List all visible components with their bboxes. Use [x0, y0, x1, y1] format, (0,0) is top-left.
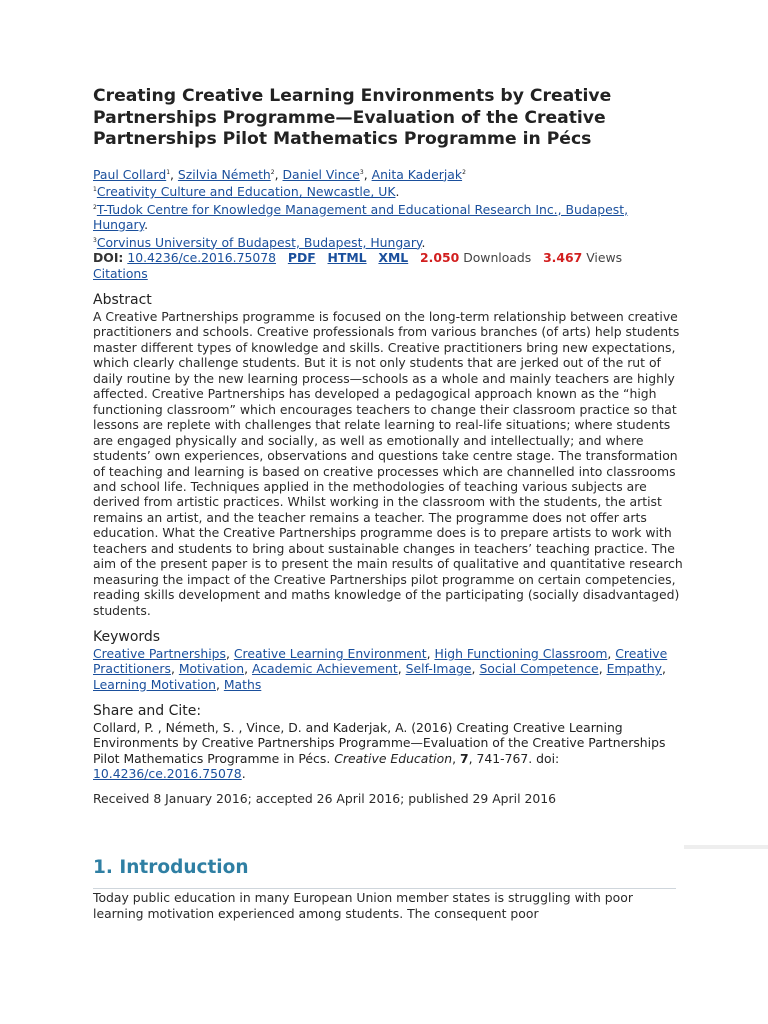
article-title: Creating Creative Learning Environments by Creative Partnerships Programme—Evaluation of the Creative Partnerships Pilot Mathematics Programme in Pécs: [93, 86, 612, 149]
affiliation-sup: 2: [93, 203, 97, 211]
keyword-link[interactable]: Maths: [223, 676, 262, 692]
author-sup: 3: [359, 168, 364, 176]
keyword-list: Creative Partnerships, Creative Learning Environment, High Functioning Classroom, Creative Practitioners, Motivation, Academic Achievement, Self-Image, Social Competence, Empathy, Learning Motivation, Maths: [93, 646, 668, 692]
share-heading: Share and Cite:: [93, 702, 202, 719]
affiliation-link[interactable]: Corvinus University of Budapest, Budapest, Hungary: [96, 234, 422, 250]
citation-volume: 7: [459, 750, 469, 766]
doi-line: [93, 250, 683, 281]
citation-pages: 741-767. doi:: [476, 750, 560, 766]
author-link[interactable]: Paul Collard: [93, 166, 167, 182]
intro-paragraph: Today public education in many European Union member states is struggling with poor learning motivation experienced among students. The consequent poor: [93, 890, 633, 921]
author-list: Paul Collard$^1$, Szilvia Németh$^2$, Daniel Vince$^3$, Anita Kaderjak$^2$: [93, 166, 466, 182]
downloads-count: 2.050: [420, 250, 460, 265]
keyword-link[interactable]: Learning Motivation: [93, 676, 216, 692]
views-count: 3.467: [543, 250, 583, 265]
affiliation: [93, 182, 683, 200]
citation-body: Collard, P. , Németh, S. , Vince, D. and Kaderjak, A. (2016) Creating Creative Learning Environments by Creative Partnerships Programme—Evaluation of the Creative Partnerships Pilot Mathematics Programme in Pécs.: [93, 719, 666, 766]
author-link[interactable]: Anita Kaderjak: [371, 166, 463, 182]
author-sup: 2: [462, 168, 466, 176]
citations-link[interactable]: Citations: [93, 265, 148, 281]
doi-link[interactable]: 10.4236/ce.2016.75078: [127, 250, 277, 265]
divider: [684, 845, 768, 849]
keyword-link[interactable]: Creative Practitioners: [93, 646, 668, 677]
author-sup: 2: [270, 168, 275, 176]
affiliation: [93, 233, 683, 251]
affiliation-sup: 1: [93, 186, 97, 193]
citation-doi-link[interactable]: 10.4236/ce.2016.75078: [93, 765, 242, 781]
affiliation-tail: .: [144, 217, 149, 232]
keyword-link[interactable]: Creative Learning Environment: [233, 646, 427, 662]
keyword-link[interactable]: Empathy: [606, 661, 662, 677]
downloads-label: Downloads: [463, 250, 532, 265]
abstract-heading: Abstract: [93, 292, 152, 308]
keywords-heading: Keywords: [93, 629, 161, 646]
keyword-link[interactable]: Social Competence: [479, 661, 599, 677]
citation-journal: Creative Education: [334, 750, 453, 766]
citation-text: Collard, P. , Németh, S. , Vince, D. and Kaderjak, A. (2016) Creating Creative Learning Environments by Creative Partnerships Programme—Evaluation of the Creative Partnerships Pilot Mathematics Programme in Pécs. Creative Education, 7, 741-767. doi: 10.4236/ce.2016.75078.: [93, 719, 666, 781]
author-sup: 1: [166, 168, 171, 176]
pdf-link[interactable]: PDF: [287, 250, 316, 265]
doi-label: DOI:: [93, 250, 124, 265]
received-dates: Received 8 January 2016; accepted 26 April 2016; published 29 April 2016: [93, 791, 556, 807]
divider: [93, 888, 676, 889]
affiliation: [93, 200, 683, 233]
keyword-link[interactable]: Academic Achievement: [251, 661, 398, 677]
affiliation-link[interactable]: Creativity Culture and Education, Newcastle, UK: [96, 184, 396, 199]
html-link[interactable]: HTML: [327, 250, 367, 265]
affiliation-sup: 3: [93, 236, 97, 244]
author-link[interactable]: Daniel Vince: [282, 166, 360, 182]
xml-link[interactable]: XML: [378, 250, 409, 265]
keyword-link[interactable]: Creative Partnerships: [93, 646, 226, 662]
keyword-link[interactable]: High Functioning Classroom: [434, 646, 608, 662]
keyword-link[interactable]: Motivation: [178, 661, 245, 677]
keyword-link[interactable]: Self-Image: [405, 661, 472, 677]
affiliation-tail: .: [421, 234, 426, 250]
abstract-text: A Creative Partnerships programme is focused on the long-term relationship between creative practitioners and schools. Creative professionals from various branches (of arts) help students master different types of knowledge and skills. Creative practitioners bring new expectations, which clearly challenge students. But it is not only students that are jerked out of the rut of daily routine by the new learning process—schools as a whole and mainly teachers are highly affected. Creative Partnerships has developed a pedagogical approach known as the “high functioning classroom” which encourages teachers to change their classroom practice so that lessons are replete with challenges that relate learning to real-life situations; where students are engaged physically and socially, as well as emotionally and intellectually; and where students’ own experiences, observations and questions take centre stage. The transformation of teaching and learning is based on creative processes which are channelled into classrooms and school life. Techniques applied in the methodologies of teaching various subjects are derived from artistic practices. Whilst working in the classroom with the students, the artist remains an artist, and the teacher remains a teacher. The programme does not offer arts education. What the Creative Partnerships programme does is to prepare artists to work with teachers and students to bring about sustainable changes in teachers’ teaching practice. The aim of the present paper is to present the main results of qualitative and quantitative research measuring the impact of the Creative Partnerships pilot programme on certain competencies, reading skills development and maths knowledge of the participating (socially disadvantaged) students.: [93, 309, 683, 618]
affiliation-tail: .: [395, 184, 400, 199]
section-heading: 1. Introduction: [93, 857, 249, 878]
affiliation-link[interactable]: T-Tudok Centre for Knowledge Management and Educational Research Inc., Budapest, Hungary: [93, 201, 629, 232]
author-link[interactable]: Szilvia Németh: [177, 166, 271, 182]
views-label: Views: [586, 250, 623, 265]
article: [93, 86, 683, 807]
